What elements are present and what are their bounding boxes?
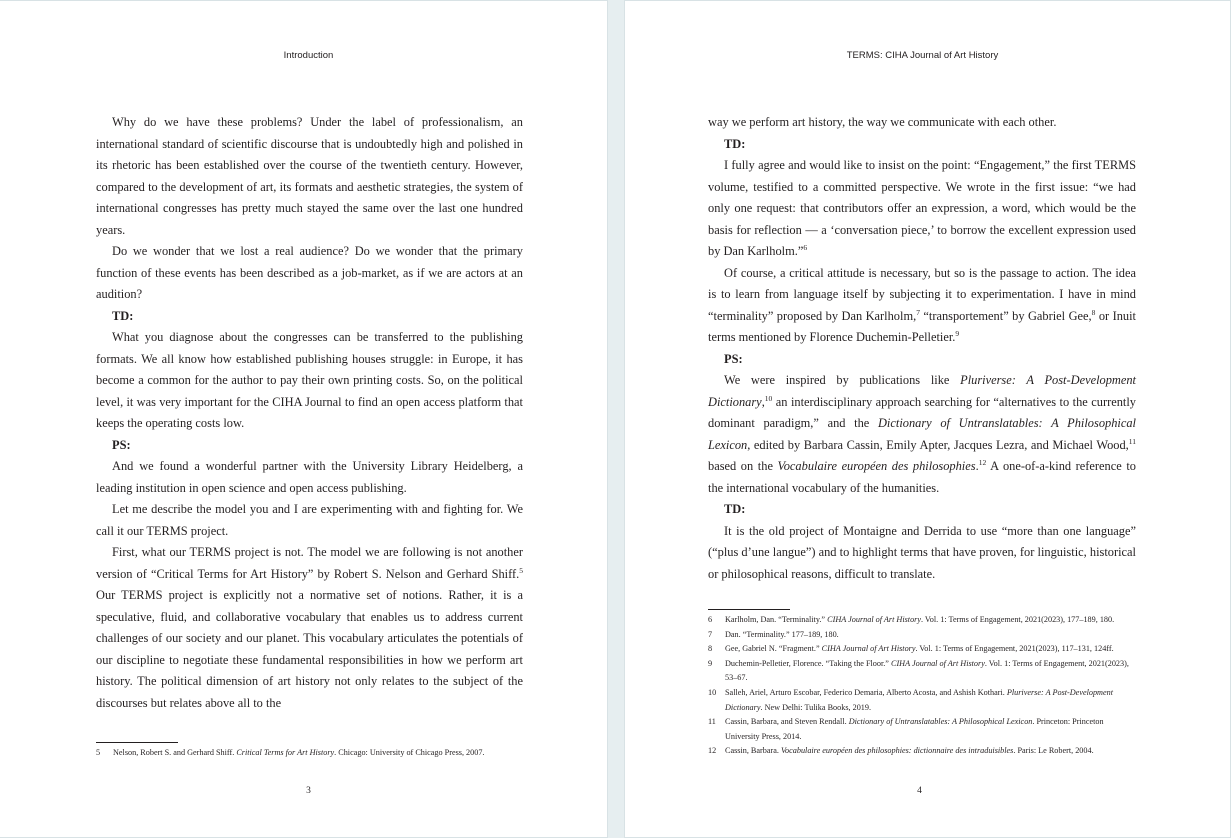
footnote-ref[interactable]: 7 [916,307,920,317]
text-run: “transportement” by Gabriel Gee, [919,308,1092,323]
page-number: 3 [306,786,311,796]
footnote-number: 9 [708,658,713,668]
footnote-ref[interactable]: 10 [764,393,773,403]
footnote-number: 8 [708,644,713,654]
body-text [96,112,523,714]
footnote-number: 10 [708,687,717,697]
footnote [708,657,1138,686]
paragraph: What you diagnose about the congresses can be transferred to the publishing formats. We all know how established publishing houses struggle: in Europe, it has become a common for the author to pay their own printing costs. So, on the political level, it was very important for the CIHA Journal to find an open access platform that keeps the operating costs low. [96,330,523,430]
speaker-label: TD: [724,502,746,516]
paragraph: We were inspired by publications like Pluriverse: A Post-Development Dictionary,$^{10}$ an interdisciplinary approach searching for “alternatives to the currently dominant paradigm,” and the Dictionary of Untranslatables: A Philosophical Lexicon, edited by Barbara Cassin, Emily Apter, Jacques Lezra, and Michael Wood,$^{11}$ based on the Vocabulaire européen des philosophies.$^{12}$ A one-of-a-kind reference to the international vocabulary of the humanities. [708,373,1136,495]
footnote-number: 7 [708,629,713,639]
footnote-ref[interactable]: 12 [978,458,987,467]
speaker-label: PS: [112,437,131,452]
footnote [708,686,1138,715]
text-run: an interdisciplinary approach searching for “alternatives to the currently dominant paradigm,” and the [708,394,1136,430]
footnote-ref[interactable]: 8 [1091,307,1096,317]
page-right [625,1,1230,837]
footnote-rule [96,742,178,743]
footnote-text: Duchemin-Pelletier, Florence. “Taking the Floor.” CIHA Journal of Art History. Vol. 1: Terms of Engagement, 2021(2023), 53–67. [725,658,1129,683]
paragraph: Why do we have these problems? Under the label of professionalism, an international standard of scientific discourse that is undoubtedly high and polished in its rhetoric has been established over the course of the twentieth century. However, compared to the development of art, its formats and aesthetic strategies, the system of international congresses has pretty much stayed the same over the last one hundred years. [96,115,523,237]
paragraph: Let me describe the model you and I are experimenting with and fighting for. We call it our TERMS project. [96,502,523,538]
footnote-number: 5 [96,748,101,757]
page-number: 4 [917,786,922,796]
footnote-ref[interactable]: 9 [955,329,960,338]
footnote [708,613,1138,628]
footnote [708,628,1138,643]
footnote-text: Dan. “Terminality.” 177–189, 180. [725,629,839,639]
text-run: We were inspired by publications like [724,373,961,387]
footnote-ref[interactable]: 11 [1128,436,1136,446]
paragraph: And we found a wonderful partner with the University Library Heidelberg, a leading institution in open science and open access publishing. [96,459,523,495]
paragraph: Do we wonder that we lost a real audience? Do we wonder that the primary function of these events has been described as a job-market, as if we are actors at an audition? [96,244,523,301]
footnote [708,744,1138,759]
text-run: or Inuit terms mentioned by Florence Duchemin-Pelletier. [708,308,1136,344]
footnote-text: Cassin, Barbara. Vocabulaire européen des philosophies: dictionnaire des intraduisibles. Paris: Le Robert, 2004. [725,746,1094,756]
speaker-label: TD: [724,136,746,151]
footnote-number: 6 [708,615,713,624]
footnotes [708,613,1138,759]
paragraph [96,542,523,714]
text-run: First, what our TERMS project is not. The model we are following is not another version of “Critical Terms for Art History” by Robert S. Nelson and Gerhard Shiff. [96,545,523,581]
footnote [708,642,1138,657]
title-italic: Dictionary of Untranslatables: A Philosophical Lexicon [708,416,1136,452]
footnote-rule [708,609,790,610]
paragraph [708,155,1136,263]
title-italic: Pluriverse: A Post-Development Dictionary [708,373,1136,409]
footnotes [96,746,526,761]
text-run: Of course, a critical attitude is necessary, but so is the passage to action. The idea is to learn from language itself by subjecting it to experimentation. I have in mind “terminality” proposed by Dan Karlholm, [708,265,1136,323]
text-run: Our TERMS project is explicitly not a normative set of notions. Rather, it is a speculative, fluid, and collaborative vocabulary that enables us to address current challenges of our society and our planet. This vocabulary articulates the potentials of our discipline to negotiate these fundamental responsibilities in how we perform art history. The political dimension of art history not only relates to the subject of the discourses but relates above all to the [96,588,523,710]
paragraph: way we perform art history, the way we communicate with each other. [708,115,1057,129]
speaker-label: TD: [112,308,134,323]
speaker-label: PS: [724,351,743,366]
text-run: I fully agree and would like to insist on the point: “Engagement,” the first TERMS volume, testified to a committed perspective. We wrote in the first issue: “we had only one request: that contributors offer an expression, a word, which would be the basis for reflection — a ‘conversation piece,’ to borrow the excellent expression used by Dan Karlholm.” [708,158,1136,258]
paragraph: It is the old project of Montaigne and Derrida to use “more than one language” (“plus d’une langue”) and to highlight terms that have proven, for linguistic, historical or philosophical reasons, difficult to translate. [708,523,1136,581]
footnote-number: 11 [708,717,716,727]
footnote-text: Cassin, Barbara, and Steven Rendall. Dictionary of Untranslatables: A Philosophical Lexicon. Princeton: Princeton University Press, 2014. [725,717,1104,741]
footnote [708,715,1138,744]
footnote-number: 12 [708,746,717,756]
page-left [0,1,607,837]
body-text [708,112,1136,585]
paragraph [708,263,1136,349]
footnote-ref[interactable]: 5 [519,565,523,575]
footnote-ref[interactable]: 6 [803,243,808,252]
footnote-text: Karlholm, Dan. “Terminality.” CIHA Journal of Art History. Vol. 1: Terms of Engagement, 2021(2023), 177–189, 180. [725,615,1115,624]
text-run: based on the [708,459,778,473]
text-run: A one-of-a-kind reference to the international vocabulary of the humanities. [708,459,1136,495]
running-head: Introduction [283,50,334,61]
title-italic: Vocabulaire européen des philosophies [777,459,976,473]
text-run: , edited by Barbara Cassin, Emily Apter, Jacques Lezra, and Michael Wood, [747,437,1129,452]
footnote-text: Salleh, Ariel, Arturo Escobar, Federico Demaria, Alberto Acosta, and Ashish Kothari. Pluriverse: A Post-Development Dictionary. New Delhi: Tulika Books, 2019. [725,687,1113,712]
footnote-text: Gee, Gabriel N. “Fragment.” CIHA Journal of Art History. Vol. 1: Terms of Engagement, 2021(2023), 117–131, 124ff. [725,644,1114,654]
running-head: TERMS: CIHA Journal of Art History [846,50,999,61]
footnote-text: Nelson, Robert S. and Gerhard Shiff. Critical Terms for Art History. Chicago: University of Chicago Press, 2007. [113,748,485,757]
footnote [96,746,526,761]
